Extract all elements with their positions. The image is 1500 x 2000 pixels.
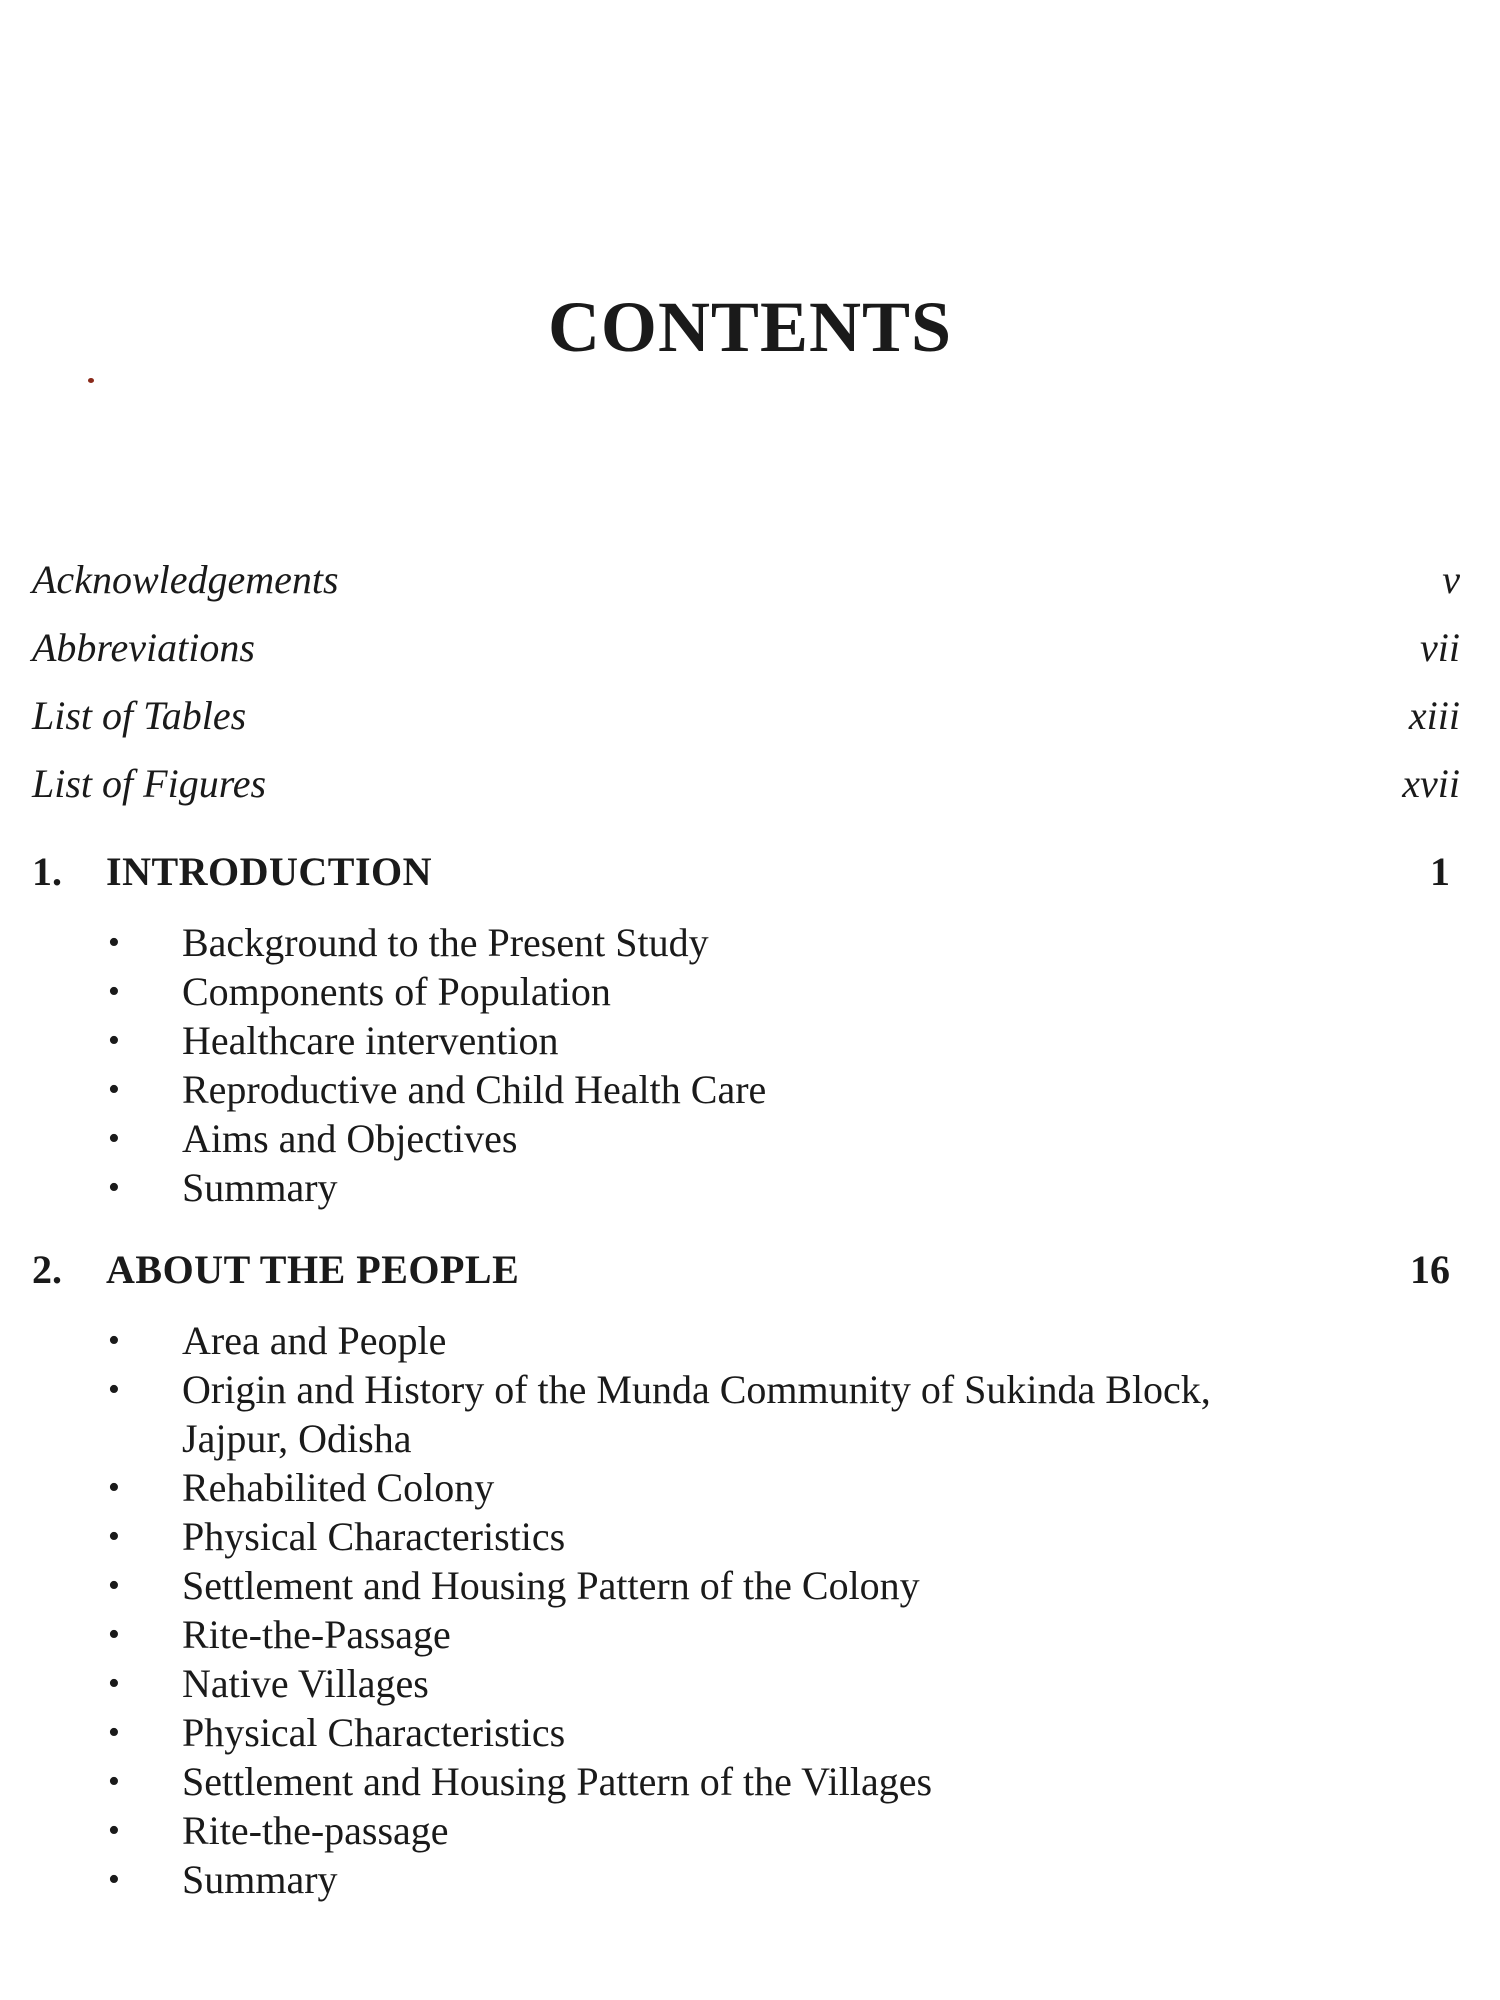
bullet-icon: • [108, 1169, 120, 1206]
page-title: CONTENTS [547, 287, 953, 367]
list-item [32, 1114, 1460, 1163]
section-title: Rite-the-Passage [182, 1612, 451, 1657]
section-title: Settlement and Housing Pattern of the Colony [182, 1563, 920, 1608]
section-title: Native Villages [182, 1661, 429, 1706]
front-matter-entry [32, 624, 1460, 692]
chapter-number: 2. [32, 1247, 62, 1292]
entry-page: vii [1420, 625, 1460, 670]
section-list [32, 1316, 1460, 1904]
list-item [32, 918, 1460, 967]
list-item [32, 1463, 1460, 1512]
list-item [32, 1855, 1460, 1904]
bullet-icon: • [108, 1518, 120, 1555]
bullet-icon: • [108, 1120, 120, 1157]
chapter-title: ABOUT THE PEOPLE [106, 1247, 520, 1292]
entry-page: v [1442, 557, 1460, 602]
list-item [32, 1163, 1460, 1212]
front-matter-entry [32, 556, 1460, 624]
section-title: Aims and Objectives [182, 1116, 518, 1161]
list-item [32, 1708, 1460, 1757]
chapter-title: INTRODUCTION [106, 849, 433, 894]
ink-speck [88, 378, 94, 383]
front-matter-entry [32, 760, 1460, 828]
section-title: Physical Characteristics [182, 1514, 566, 1559]
bullet-icon: • [108, 1763, 120, 1800]
bullet-icon: • [108, 973, 120, 1010]
chapter-page: 16 [1410, 1247, 1450, 1292]
list-item [32, 1610, 1460, 1659]
entry-label: List of Tables [32, 693, 247, 738]
bullet-icon: • [108, 1812, 120, 1849]
section-title: Components of Population [182, 969, 611, 1014]
list-item [32, 1757, 1460, 1806]
entry-page: xvii [1402, 761, 1460, 806]
bullet-icon: • [108, 1861, 120, 1898]
section-list [32, 918, 1460, 1212]
bullet-icon: • [108, 924, 120, 961]
list-item [32, 1016, 1460, 1065]
front-matter-list [32, 556, 1460, 828]
list-item [32, 1561, 1460, 1610]
section-title: Area and People [182, 1318, 447, 1363]
chapter-2 [32, 1246, 1460, 1904]
list-item [32, 967, 1460, 1016]
chapter-page: 1 [1430, 849, 1450, 894]
list-item [32, 1065, 1460, 1114]
entry-page: xiii [1408, 693, 1460, 738]
section-title: Physical Characteristics [182, 1710, 566, 1755]
section-title: Rite-the-passage [182, 1808, 449, 1853]
list-item [32, 1365, 1460, 1463]
bullet-icon: • [108, 1714, 120, 1751]
section-title: Settlement and Housing Pattern of the Villages [182, 1759, 933, 1804]
section-title: Summary [182, 1857, 338, 1902]
bullet-icon: • [108, 1022, 120, 1059]
bullet-icon: • [108, 1665, 120, 1702]
section-title: Rehabilited Colony [182, 1465, 495, 1510]
chapter-heading [32, 1246, 1460, 1316]
bullet-icon: • [108, 1322, 120, 1359]
entry-label: List of Figures [32, 761, 267, 806]
bullet-icon: • [108, 1567, 120, 1604]
bullet-icon: • [108, 1469, 120, 1506]
bullet-icon: • [108, 1616, 120, 1653]
entry-label: Acknowledgements [32, 557, 339, 602]
section-title: Reproductive and Child Health Care [182, 1067, 767, 1112]
bullet-icon: • [108, 1371, 120, 1408]
chapter-number: 1. [32, 849, 62, 894]
list-item [32, 1316, 1460, 1365]
list-item [32, 1806, 1460, 1855]
section-title: Summary [182, 1165, 338, 1210]
list-item [32, 1659, 1460, 1708]
section-title: Origin and History of the Munda Community of Sukinda Block, Jajpur, Odisha [182, 1367, 1211, 1461]
list-item [32, 1512, 1460, 1561]
chapter-heading [32, 848, 1460, 918]
chapter-1 [32, 848, 1460, 1212]
section-title: Background to the Present Study [182, 920, 709, 965]
bullet-icon: • [108, 1071, 120, 1108]
section-title: Healthcare intervention [182, 1018, 559, 1063]
front-matter-entry [32, 692, 1460, 760]
entry-label: Abbreviations [32, 625, 255, 670]
